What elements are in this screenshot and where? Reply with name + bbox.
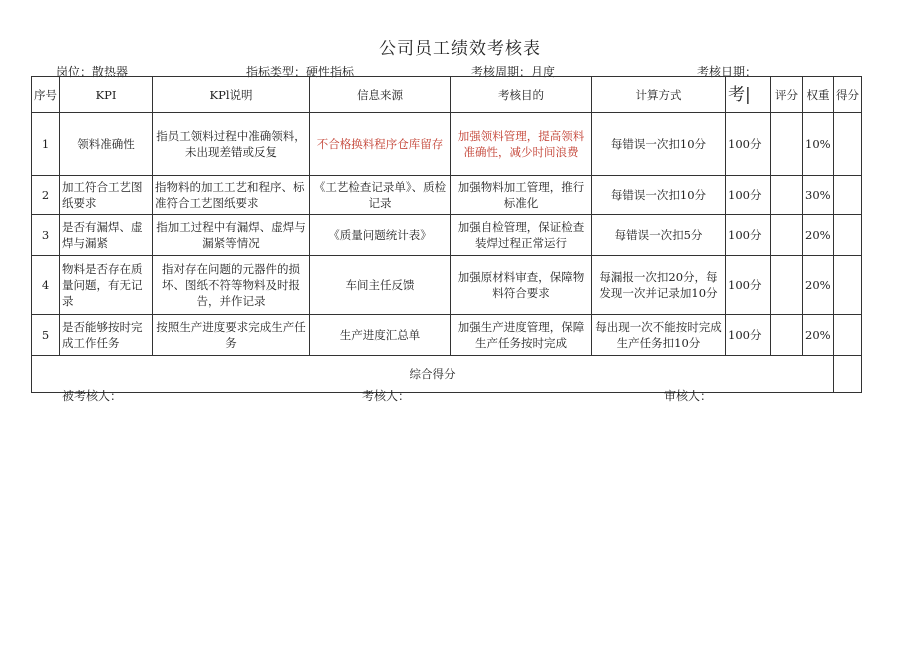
table-row [32, 113, 862, 176]
row-result[interactable] [834, 256, 862, 315]
header-source: 信息来源 [310, 77, 451, 113]
table-row [32, 215, 862, 256]
header-weight: 权重 [803, 77, 834, 113]
header-purpose: 考核目的 [451, 77, 592, 113]
form-title: 公司员工绩效考核表 [379, 39, 541, 59]
row-purpose: 加强自检管理，保证检查装焊过程正常运行 [451, 215, 592, 256]
table-header-row [32, 77, 862, 113]
row-kpi: 加工符合工艺图纸要求 [60, 176, 153, 215]
summary-value[interactable] [834, 356, 862, 393]
row-weight: 20% [803, 256, 834, 315]
row-method: 每出现一次不能按时完成生产任务扣10分 [592, 315, 726, 356]
row-purpose: 加强生产进度管理，保障生产任务按时完成 [451, 315, 592, 356]
row-full-score: 100分 [726, 256, 771, 315]
row-source: 生产进度汇总单 [310, 315, 451, 356]
row-full-score: 100分 [726, 215, 771, 256]
meta-date: 考核日期： [697, 65, 758, 79]
row-desc: 按照生产进度要求完成生产任务 [153, 315, 310, 356]
meta-period: 考核周期：月度 [471, 65, 556, 79]
row-source: 《工艺检查记录单》、质检记录 [310, 176, 451, 215]
row-seq: 1 [32, 113, 60, 176]
row-score[interactable] [771, 176, 803, 215]
row-result[interactable] [834, 215, 862, 256]
header-kpi-desc: KPl说明 [153, 77, 310, 113]
kpi-table [31, 76, 862, 393]
row-kpi: 是否有漏焊、虚焊与漏紧 [60, 215, 153, 256]
row-weight: 20% [803, 315, 834, 356]
header-kpi: KPI [60, 77, 153, 113]
row-method: 每错误一次扣10分 [592, 176, 726, 215]
summary-row [32, 356, 862, 393]
row-result[interactable] [834, 176, 862, 215]
row-score[interactable] [771, 256, 803, 315]
assessee-signature: 被考核人： [62, 389, 123, 403]
row-seq: 5 [32, 315, 60, 356]
row-weight: 30% [803, 176, 834, 215]
row-purpose: 加强原材料审查，保障物料符合要求 [451, 256, 592, 315]
row-score[interactable] [771, 215, 803, 256]
row-source: 不合格换料程序仓库留存 [310, 113, 451, 176]
row-weight: 10% [803, 113, 834, 176]
row-purpose: 加强领料管理，提高领料准确性，减少时间浪费 [451, 113, 592, 176]
row-kpi: 领料准确性 [60, 113, 153, 176]
reviewer-signature: 审核人： [664, 389, 713, 403]
table-row [32, 176, 862, 215]
summary-label: 综合得分 [32, 356, 834, 393]
row-method: 每错误一次扣10分 [592, 113, 726, 176]
row-desc: 指员工领料过程中准确领料，未出现差错或反复 [153, 113, 310, 176]
row-seq: 2 [32, 176, 60, 215]
row-kpi: 是否能够按时完成工作任务 [60, 315, 153, 356]
header-seq: 序号 [32, 77, 60, 113]
row-method: 每漏报一次扣20分，每发现一次并记录加10分 [592, 256, 726, 315]
row-desc: 指加工过程中有漏焊、虚焊与漏紧等情况 [153, 215, 310, 256]
row-weight: 20% [803, 215, 834, 256]
row-full-score: 100分 [726, 113, 771, 176]
table-row [32, 315, 862, 356]
row-result[interactable] [834, 113, 862, 176]
row-full-score: 100分 [726, 176, 771, 215]
row-result[interactable] [834, 315, 862, 356]
meta-indicator-type: 指标类型：硬性指标 [246, 65, 355, 79]
row-source: 《质量问题统计表》 [310, 215, 451, 256]
header-kao: 考| [726, 77, 771, 113]
row-desc: 指物料的加工工艺和程序、标准符合工艺图纸要求 [153, 176, 310, 215]
row-score[interactable] [771, 315, 803, 356]
row-purpose: 加强物料加工管理，推行标准化 [451, 176, 592, 215]
header-score: 评分 [771, 77, 803, 113]
row-method: 每错误一次扣5分 [592, 215, 726, 256]
row-seq: 3 [32, 215, 60, 256]
header-result: 得分 [834, 77, 862, 113]
row-source: 车间主任反馈 [310, 256, 451, 315]
meta-position: 岗位：散热器 [56, 65, 129, 79]
assessor-signature: 考核人： [362, 389, 411, 403]
row-full-score: 100分 [726, 315, 771, 356]
table-row [32, 256, 862, 315]
row-seq: 4 [32, 256, 60, 315]
row-desc: 指对存在问题的元器件的损坏、图纸不符等物料及时报告，并作记录 [153, 256, 310, 315]
row-score[interactable] [771, 113, 803, 176]
row-kpi: 物料是否存在质量问题，有无记录 [60, 256, 153, 315]
header-method: 计算方式 [592, 77, 726, 113]
